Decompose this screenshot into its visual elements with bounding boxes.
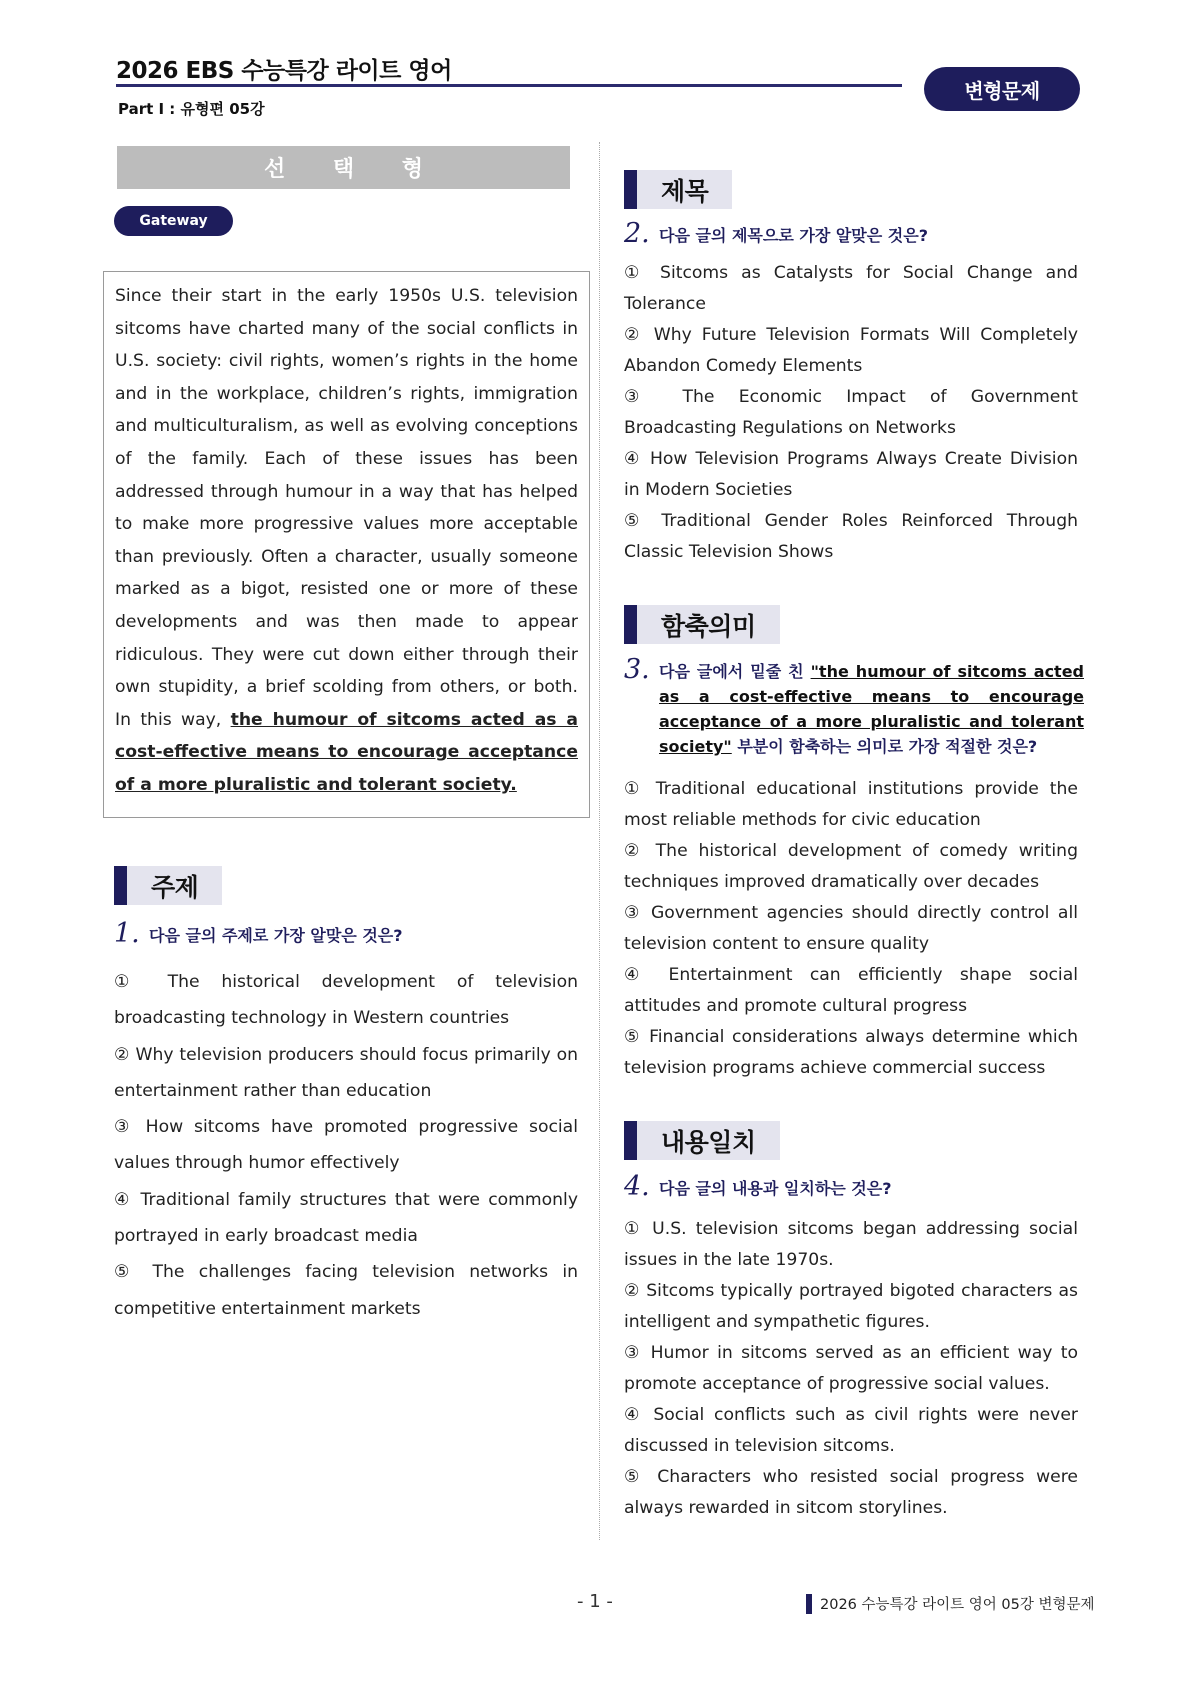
question-number: 2. [624, 218, 650, 249]
option-item[interactable]: ④ How Television Programs Always Create Division in Modern Societies [624, 449, 1078, 500]
question-text: 다음 글의 내용과 일치하는 것은? [659, 1179, 892, 1198]
options-list-2 [624, 258, 1078, 568]
question-prefix: 다음 글에서 밑줄 친 [659, 662, 811, 681]
section-header-theme [114, 866, 222, 905]
section-marker [624, 170, 637, 209]
passage-underlined: the humour of sitcoms acted as a cost-effective means to encourage acceptance of a more pluralistic and tolerant society. [115, 709, 578, 795]
passage-text: Since their start in the early 1950s U.S. television sitcoms have charted many of the social conflicts in U.S. society: civil rights, women’s rights in the home and in the workplace, children’s rights, immigration and multiculturalism, as well as evolving conceptions of the family. Each of these issues has been addressed through humour in a way that has helped to make more progressive values more acceptable than previously. Often a character, usually someone marked as a bigot, resisted one or more of these developments and was then made to appear ridiculous. They were cut down either through their own stupidity, a brief scolding from others, or both. In this way, [115, 286, 578, 730]
question-2 [624, 220, 1078, 248]
option-item[interactable]: ⑤ Financial considerations always determine which television programs achieve commercial success [624, 1027, 1078, 1078]
question-text [659, 656, 1084, 759]
gateway-badge: Gateway [114, 206, 233, 236]
section-header-title [624, 170, 732, 209]
header-rule [116, 84, 902, 87]
section-marker [114, 866, 127, 905]
footer [806, 1593, 1095, 1614]
option-item[interactable]: ④ Traditional family structures that were commonly portrayed in early broadcast media [114, 1189, 578, 1247]
section-label: 제목 [637, 170, 732, 209]
question-number: 1. [114, 918, 140, 949]
question-text: 다음 글의 제목으로 가장 알맞은 것은? [659, 226, 928, 245]
option-item[interactable]: ② Why television producers should focus primarily on entertainment rather than education [114, 1044, 578, 1101]
selection-type-bar: 선 택 형 [117, 146, 570, 189]
question-suffix: 부분이 함축하는 의미로 가장 적절한 것은? [731, 737, 1038, 756]
footer-marker [806, 1594, 812, 1614]
option-item[interactable]: ③ Government agencies should directly control all television content to ensure quality [624, 903, 1078, 954]
option-item[interactable]: ① The historical development of television broadcasting technology in Western countries [114, 972, 578, 1029]
question-quote: "the humour of sitcoms acted as a cost-effective means to encourage acceptance of a more pluralistic and tolerant society" [659, 662, 1084, 756]
section-label: 함축의미 [637, 605, 780, 644]
section-label: 주제 [127, 866, 222, 905]
option-item[interactable]: ① Traditional educational institutions provide the most reliable methods for civic education [624, 779, 1078, 830]
question-1 [114, 920, 578, 948]
option-item[interactable]: ② Why Future Television Formats Will Completely Abandon Comedy Elements [624, 325, 1078, 376]
section-header-implication [624, 605, 780, 644]
option-item[interactable]: ② The historical development of comedy writing techniques improved dramatically over decades [624, 841, 1078, 892]
question-3 [624, 656, 1088, 759]
option-item[interactable]: ③ How sitcoms have promoted progressive social values through humor effectively [114, 1117, 578, 1174]
question-text: 다음 글의 주제로 가장 알맞은 것은? [149, 926, 403, 945]
footer-text: 2026 수능특강 라이트 영어 05강 변형문제 [820, 1597, 1095, 1613]
option-item[interactable]: ① Sitcoms as Catalysts for Social Change and Tolerance [624, 263, 1078, 314]
column-divider [599, 142, 600, 1540]
option-item[interactable]: ⑤ Traditional Gender Roles Reinforced Through Classic Television Shows [624, 511, 1078, 562]
page-number: - 1 - [577, 1591, 613, 1612]
option-item[interactable]: ⑤ Characters who resisted social progress were always rewarded in sitcom storylines. [624, 1467, 1078, 1518]
reading-passage [103, 271, 590, 818]
option-item[interactable]: ① U.S. television sitcoms began addressing social issues in the late 1970s. [624, 1219, 1078, 1270]
options-list-3 [624, 774, 1078, 1084]
section-header-content [624, 1121, 780, 1160]
option-item[interactable]: ⑤ The challenges facing television networks in competitive entertainment markets [114, 1262, 578, 1319]
options-list-1 [114, 964, 578, 1327]
section-label: 내용일치 [637, 1121, 780, 1160]
option-item[interactable]: ④ Social conflicts such as civil rights were never discussed in television sitcoms. [624, 1405, 1078, 1456]
variant-badge: 변형문제 [924, 67, 1080, 111]
section-marker [624, 605, 637, 644]
option-item[interactable]: ④ Entertainment can efficiently shape social attitudes and promote cultural progress [624, 965, 1078, 1016]
option-item[interactable]: ③ Humor in sitcoms served as an efficient way to promote acceptance of progressive social values. [624, 1343, 1078, 1394]
question-number: 4. [624, 1171, 650, 1202]
options-list-4 [624, 1214, 1078, 1524]
section-marker [624, 1121, 637, 1160]
question-4 [624, 1173, 1078, 1201]
part-label: Part Ⅰ : 유형편 05강 [118, 100, 265, 118]
question-number: 3. [624, 654, 650, 685]
document-title: 2026 EBS 수능특강 라이트 영어 [116, 58, 452, 84]
option-item[interactable]: ③ The Economic Impact of Government Broadcasting Regulations on Networks [624, 387, 1078, 438]
option-item[interactable]: ② Sitcoms typically portrayed bigoted characters as intelligent and sympathetic figures. [624, 1281, 1078, 1332]
